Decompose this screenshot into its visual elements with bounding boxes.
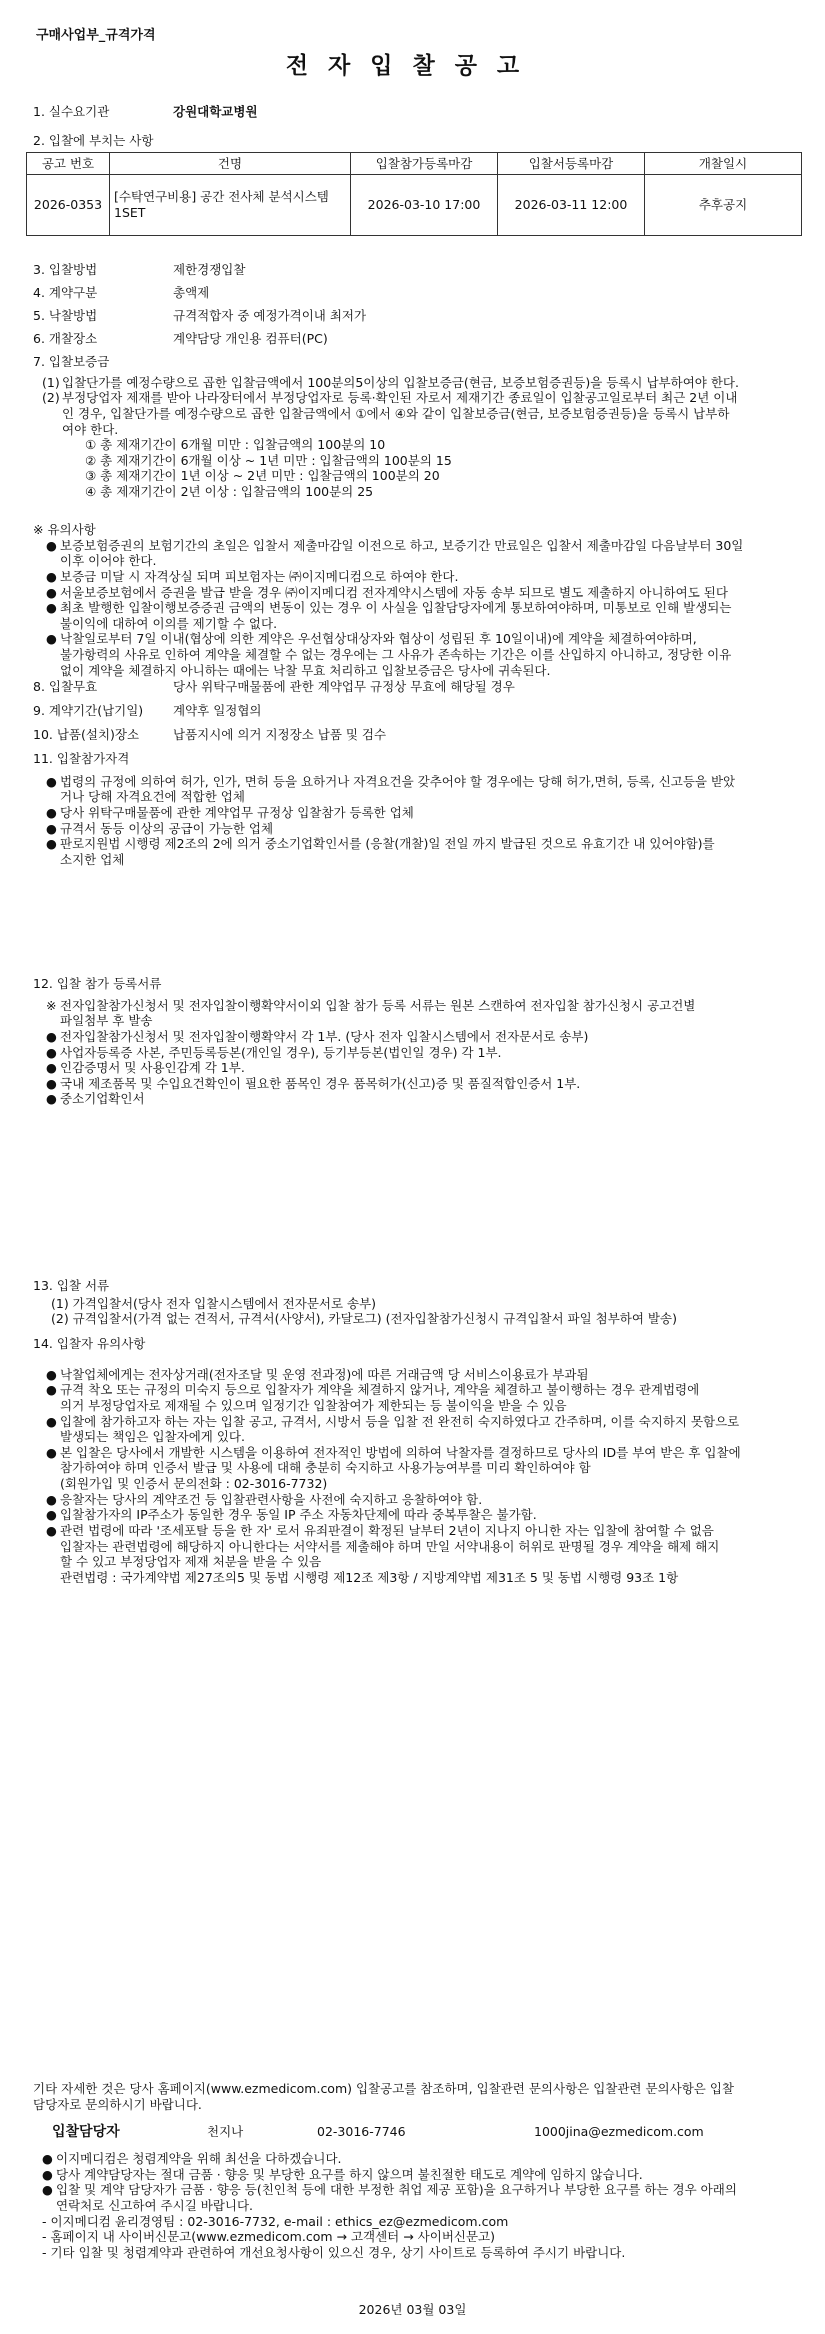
contact-row xyxy=(52,2124,704,2142)
item-text: 입찰자는 관련법령에 해당하지 아니한다는 서약서를 제출해야 하며 만일 서약내용이 허위로 판명될 경우 계약을 해제 해지 xyxy=(60,1538,720,1554)
section-13 xyxy=(33,1278,803,1327)
note-text: 낙찰일로부터 7일 이내(협상에 의한 계약은 우선협상대상자와 협상이 성립된 후 10일이내)에 계약을 체결하여야하며, xyxy=(60,631,697,647)
section-5 xyxy=(33,308,366,324)
bullet-icon: ● xyxy=(46,1091,57,1107)
section-3 xyxy=(33,262,245,278)
item-text: 인감증명서 및 사용인감계 각 1부. xyxy=(60,1060,245,1076)
list-item xyxy=(46,1492,803,1508)
page-title: 전자입찰공고 xyxy=(285,53,540,79)
item-text: 발생되는 책임은 입찰자에게 있다. xyxy=(60,1429,245,1445)
bullet-icon: ● xyxy=(46,836,57,852)
info-value: 계약후 일정협의 xyxy=(173,703,262,718)
list-item xyxy=(46,1445,803,1492)
list-item xyxy=(42,2167,812,2183)
bullet-icon: ● xyxy=(42,2151,53,2166)
bullet-icon: ● xyxy=(46,773,57,789)
list-item xyxy=(46,1507,803,1523)
footer-line: - 기타 입찰 및 청렴계약과 관련하여 개선요청사항이 있으신 경우, 상기 사이트로 등록하여 주시기 바랍니다. xyxy=(42,2244,626,2260)
item-text: 법령의 규정에 의하여 허가, 인가, 면허 등을 요하거나 자격요건을 갖추어야 할 경우에는 당해 허가,면허, 등록, 신고등을 받았 xyxy=(60,773,736,789)
bullet-icon: ● xyxy=(46,1044,57,1060)
bullet-icon: ● xyxy=(42,2166,53,2182)
info-value: 납품지시에 의거 지정장소 납품 및 검수 xyxy=(173,727,387,742)
list-item xyxy=(46,1045,803,1061)
info-label: 5. 낙찰방법 xyxy=(33,308,98,323)
section-1-value: 강원대학교병원 xyxy=(173,104,258,119)
bullet-icon: ● xyxy=(46,1444,57,1460)
info-label: 10. 납품(설치)장소 xyxy=(33,727,140,742)
item-text: 할 수 있고 부정당업자 제재 처분을 받을 수 있음 xyxy=(60,1554,322,1570)
list-item xyxy=(46,631,803,678)
list-item xyxy=(42,2151,812,2167)
bullet-icon: ● xyxy=(46,568,57,584)
list-item xyxy=(46,836,803,867)
item-text: 참가하여야 하며 인증서 발급 및 사용에 대해 충분히 숙지하고 사용가능여부를 미리 확인하여야 함 xyxy=(60,1460,591,1476)
table-row xyxy=(27,175,802,236)
item-text: 본 입찰은 당사에서 개발한 시스템을 이용하여 전자적인 방법에 의하여 낙찰자를 결정하므로 당사의 ID를 부여 받은 후 입찰에 xyxy=(60,1444,741,1460)
item-text: 당사 계약담당자는 절대 금품 · 향응 및 부당한 요구를 하지 않으며 불친절한 태도로 계약에 임하지 않습니다. xyxy=(56,2166,643,2182)
bullet-icon: ● xyxy=(46,1382,57,1398)
header-cell: 입찰참가등록마감 xyxy=(351,153,498,175)
bullet-icon: ● xyxy=(46,1075,57,1091)
list-item xyxy=(42,2182,812,2213)
notes-section xyxy=(33,522,803,678)
bullet-icon: ● xyxy=(46,1491,57,1507)
section-11-label: 11. 입찰참가자격 xyxy=(33,751,130,766)
info-value: 규격적합자 중 예정가격이내 최저가 xyxy=(173,308,367,323)
item-text: 소지한 업체 xyxy=(60,851,125,867)
item-name-line: 1SET xyxy=(114,205,146,220)
item-text: 규격서 동등 이상의 공급이 가능한 업체 xyxy=(60,820,274,836)
contact-email[interactable]: 1000jina@ezmedicom.com xyxy=(534,2124,704,2139)
list-item: ④ 총 제재기간이 2년 이상 : 입찰금액의 100분의 25 xyxy=(85,484,374,499)
contact-name: 천지나 xyxy=(207,2124,244,2139)
rule-number: (1) xyxy=(42,374,60,390)
note-text: 보증보험증권의 보험기간의 초일은 입찰서 제출마감일 이전으로 하고, 보증기간 만료일은 입찰서 제출마감일 다음날부터 30일 xyxy=(60,537,744,553)
rule-text: 여야 한다. xyxy=(62,421,119,437)
bullet-icon: ● xyxy=(46,584,57,600)
section-1-label: 1. 실수요기관 xyxy=(33,104,110,119)
registration-deadline: 2026-03-10 17:00 xyxy=(351,175,498,236)
item-text: 관련 법령에 따라 '조세포탈 등을 한 자' 로서 유죄판결이 확정된 날부터 2년이 지나지 아니한 자는 입찰에 참여할 수 없음 xyxy=(60,1522,714,1538)
section-14 xyxy=(33,1336,803,1585)
bid-deadline: 2026-03-11 12:00 xyxy=(498,175,645,236)
announcement-date: 2026년 03월 03일 xyxy=(358,2302,467,2317)
item-name-line: [수탁연구비용] 공간 전사체 분석시스템 xyxy=(114,189,329,205)
notes-label: ※ 유의사항 xyxy=(33,522,96,537)
section-2 xyxy=(33,133,153,149)
note-text: 없이 계약을 체결하지 아니하는 때에는 낙찰 무효 처리하고 입찰보증금은 당사에 귀속된다. xyxy=(60,662,551,678)
item-text: 낙찰업체에게는 전자상거래(전자조달 및 운영 전과정)에 따른 거래금액 당 서비스이용료가 부과됨 xyxy=(60,1366,589,1382)
bullet-icon: ● xyxy=(46,1060,57,1076)
footer-line: - 이지메디컴 윤리경영팀 : 02-3016-7732, e-mail : ethics_ez@ezmedicom.com xyxy=(42,2213,509,2229)
list-item xyxy=(46,600,803,631)
list-item: (1) 가격입찰서(당사 전자 입찰시스템에서 전자문서로 송부) xyxy=(51,1295,377,1311)
bullet-icon: ● xyxy=(42,2182,53,2198)
item-text: 파일첨부 후 발송 xyxy=(60,1013,153,1029)
deposit-rule-2 xyxy=(33,390,803,437)
bullet-icon: ● xyxy=(46,1413,57,1429)
item-text: (회원가입 및 인증서 문의전화 : 02-3016-7732) xyxy=(60,1476,328,1491)
info-value: 계약담당 개인용 컴퓨터(PC) xyxy=(173,331,328,346)
item-text: 의거 부정당업자로 제재될 수 있으며 일정기간 입찰참여가 제한되는 등 불이익을 받을 수 있음 xyxy=(60,1397,567,1413)
item-text: 입찰에 참가하고자 하는 자는 입찰 공고, 규격서, 시방서 등을 입찰 전 완전히 숙지하였다고 간주하며, 이를 숙지하지 못함으로 xyxy=(60,1413,740,1429)
list-item: ③ 총 제재기간이 1년 이상 ~ 2년 미만 : 입찰금액의 100분의 20 xyxy=(85,468,440,484)
info-label: 6. 개찰장소 xyxy=(33,331,98,346)
section-14-label: 14. 입찰자 유의사항 xyxy=(33,1336,146,1351)
section-6 xyxy=(33,331,328,347)
footer-intro-text: 담당자로 문의하시기 바랍니다. xyxy=(33,2096,202,2112)
item-text: 입찰 및 계약 담당자가 금품 · 향응 등(친인척 등에 대한 부정한 취업 제공 포함)을 요구하거나 부당한 요구를 하는 경우 아래의 xyxy=(56,2182,737,2198)
list-item xyxy=(46,569,803,585)
list-item: (2) 규격입찰서(가격 없는 견적서, 규격서(사양서), 카달로그) (전자입찰참가신청시 규격입찰서 파일 첨부하여 발송) xyxy=(51,1311,677,1327)
info-value: 총액제 xyxy=(173,285,210,300)
info-value: 제한경쟁입찰 xyxy=(173,262,246,277)
footer-intro-text: 기타 자세한 것은 당사 홈페이지(www.ezmedicom.com) 입찰공고를 참조하며, 입찰관련 문의사항은 입찰관련 문의사항은 입찰 xyxy=(33,2081,734,2096)
contact-title: 입찰담당자 xyxy=(52,2124,120,2140)
bullet-icon: ● xyxy=(46,537,57,553)
item-text: 전자입찰참가신청서 및 전자입찰이행확약서 각 1부. (당사 전자 입찰시스템에서 전자문서로 송부) xyxy=(60,1028,589,1044)
header-cell: 입찰서등록마감 xyxy=(498,153,645,175)
list-item: ② 총 제재기간이 6개월 이상 ~ 1년 미만 : 입찰금액의 100분의 15 xyxy=(85,452,452,468)
item-text: 입찰참가자의 IP주소가 동일한 경우 동일 IP 주소 자동차단제에 따라 중복투찰은 불가함. xyxy=(60,1507,537,1523)
item-text: 국내 제조품목 및 수입요건확인이 필요한 품목인 경우 품목허가(신고)증 및 품질적합인증서 1부. xyxy=(60,1075,581,1091)
section-9 xyxy=(33,703,262,719)
item-text: 관련법령 : 국가계약법 제27조의5 및 동법 시행령 제12조 제3항 / 지방계약법 제31조 5 및 동법 시행령 93조 1항 xyxy=(60,1569,679,1585)
item-text: 연락처로 신고하여 주시길 바랍니다. xyxy=(56,2197,254,2213)
sanction-list xyxy=(33,437,803,500)
note-mark: ※ xyxy=(46,997,57,1013)
section-1 xyxy=(33,104,258,120)
item-text: 규격 착오 또는 규정의 미숙지 등으로 입찰자가 계약을 체결하지 않거나, 계약을 체결하고 불이행하는 경우 관계법령에 xyxy=(60,1382,700,1398)
list-item xyxy=(46,538,803,569)
rule-text: 인 경우, 입찰단가를 예정수량으로 곱한 입찰금액에서 ①에서 ④와 같이 입찰보증금(현금, 보증보험증권등)을 등록시 납부하 xyxy=(62,405,730,421)
header-cell: 공고 번호 xyxy=(27,153,110,175)
section-4 xyxy=(33,285,209,301)
section-12-label: 12. 입찰 참가 등록서류 xyxy=(33,976,162,991)
info-label: 3. 입찰방법 xyxy=(33,262,98,277)
section-10 xyxy=(33,727,386,743)
bullet-icon: ● xyxy=(46,1028,57,1044)
list-item xyxy=(46,821,803,837)
list-item xyxy=(46,774,803,805)
note-text: 보증금 미달 시 자격상실 되며 피보험자는 ㈜이지메디컴으로 하여야 한다. xyxy=(60,568,459,584)
item-text: 사업자등록증 사본, 주민등록등본(개인일 경우), 등기부등본(법인일 경우) 각 1부. xyxy=(60,1044,502,1060)
list-item xyxy=(46,1060,803,1076)
department-label: 구매사업부_규격가격 xyxy=(36,28,156,43)
info-label: 8. 입찰무효 xyxy=(33,679,98,694)
header-cell: 건명 xyxy=(110,153,351,175)
bullet-icon: ● xyxy=(46,600,57,616)
item-text: 당사 위탁구매물품에 관한 계약업무 규정상 입찰참가 등록한 업체 xyxy=(60,804,414,820)
footer-line: - 홈페이지 내 사이버신문고(www.ezmedicom.com → 고객센터 → 사이버신문고) xyxy=(42,2229,495,2245)
info-value: 당사 위탁구매물품에 관한 계약업무 규정상 무효에 해당될 경우 xyxy=(173,679,515,694)
rule-text: 입찰단가를 예정수량으로 곱한 입찰금액에서 100분의5이상의 입찰보증금(현금, 보증보험증권등)을 등록시 납부하여야 한다. xyxy=(62,374,739,390)
list-item xyxy=(46,1091,803,1107)
note-text: 이후 이어야 한다. xyxy=(60,553,157,569)
footer-notes xyxy=(42,2151,812,2260)
footer-intro xyxy=(33,2081,803,2112)
bullet-icon: ● xyxy=(46,804,57,820)
note-text: 최초 발행한 입찰이행보증증권 금액의 변동이 있는 경우 이 사실을 입찰담당자에게 통보하여야하며, 미통보로 인해 발생되는 xyxy=(60,600,732,616)
bullet-icon: ● xyxy=(46,1507,57,1523)
bid-table-header xyxy=(27,153,802,175)
list-item xyxy=(46,1029,803,1045)
section-8 xyxy=(33,679,515,695)
list-item xyxy=(46,1414,803,1445)
list-item xyxy=(46,1367,803,1383)
bid-table xyxy=(26,152,802,236)
section-11 xyxy=(33,751,803,867)
item-text: 이지메디컴은 청렴계약을 위해 최선을 다하겠습니다. xyxy=(56,2151,342,2166)
list-item xyxy=(46,585,803,601)
bullet-icon: ● xyxy=(46,631,57,647)
opening-date: 추후공지 xyxy=(645,175,802,236)
notice-number: 2026-0353 xyxy=(27,175,110,236)
section-2-label: 2. 입찰에 부치는 사항 xyxy=(33,133,154,148)
item-text: 판로지원법 시행령 제2조의 2에 의거 중소기업확인서를 (응찰(개찰)일 전일 까지 발급된 것으로 유효기간 내 있어야함)를 xyxy=(60,836,715,852)
note-text: 불이익에 대하여 이의를 제기할 수 없다. xyxy=(60,615,278,631)
section-7-label: 7. 입찰보증금 xyxy=(33,354,110,369)
item-name xyxy=(110,175,351,236)
bullet-icon: ● xyxy=(46,820,57,836)
item-text: 전자입찰참가신청서 및 전자입찰이행확약서이외 입찰 참가 등록 서류는 원본 스캔하여 전자입찰 참가신청시 공고건별 xyxy=(60,997,696,1013)
list-item xyxy=(46,1523,803,1586)
rule-number: (2) xyxy=(42,390,60,406)
section-13-label: 13. 입찰 서류 xyxy=(33,1278,110,1293)
note-text: 서울보증보험에서 증권을 발급 받을 경우 ㈜이지메디컴 전자계약시스템에 자동 송부 되므로 별도 제출하지 아니하여도 된다 xyxy=(60,584,728,600)
info-label: 9. 계약기간(납기일) xyxy=(33,703,144,718)
bullet-icon: ● xyxy=(46,1522,57,1538)
list-item xyxy=(46,998,803,1029)
deposit-rule-1 xyxy=(33,375,803,391)
list-item xyxy=(46,805,803,821)
contact-phone: 02-3016-7746 xyxy=(317,2124,406,2139)
info-label: 4. 계약구분 xyxy=(33,285,98,300)
list-item: ① 총 제재기간이 6개월 미만 : 입찰금액의 100분의 10 xyxy=(85,437,386,453)
list-item xyxy=(46,1382,803,1413)
note-text: 불가항력의 사유로 인하여 계약을 체결할 수 없는 경우에는 그 사유가 존속하는 기간은 이를 산입하지 아니하고, 정당한 이유 xyxy=(60,647,732,662)
item-text: 응찰자는 당사의 계약조건 등 입찰관련사항을 사전에 숙지하고 응찰하여야 함. xyxy=(60,1491,483,1507)
rule-text: 부정당업자 제재를 받아 나라장터에서 부정당업자로 등록·확인된 자로서 제재기간 종료일이 입찰공고일로부터 최근 2년 이내 xyxy=(62,390,738,406)
section-7 xyxy=(33,354,803,500)
item-text: 거나 당해 자격요건에 적합한 업체 xyxy=(60,789,245,805)
item-text: 중소기업확인서 xyxy=(60,1091,145,1107)
header-cell: 개찰일시 xyxy=(645,153,802,175)
bullet-icon: ● xyxy=(46,1366,57,1382)
list-item xyxy=(46,1076,803,1092)
section-12 xyxy=(33,976,803,1107)
